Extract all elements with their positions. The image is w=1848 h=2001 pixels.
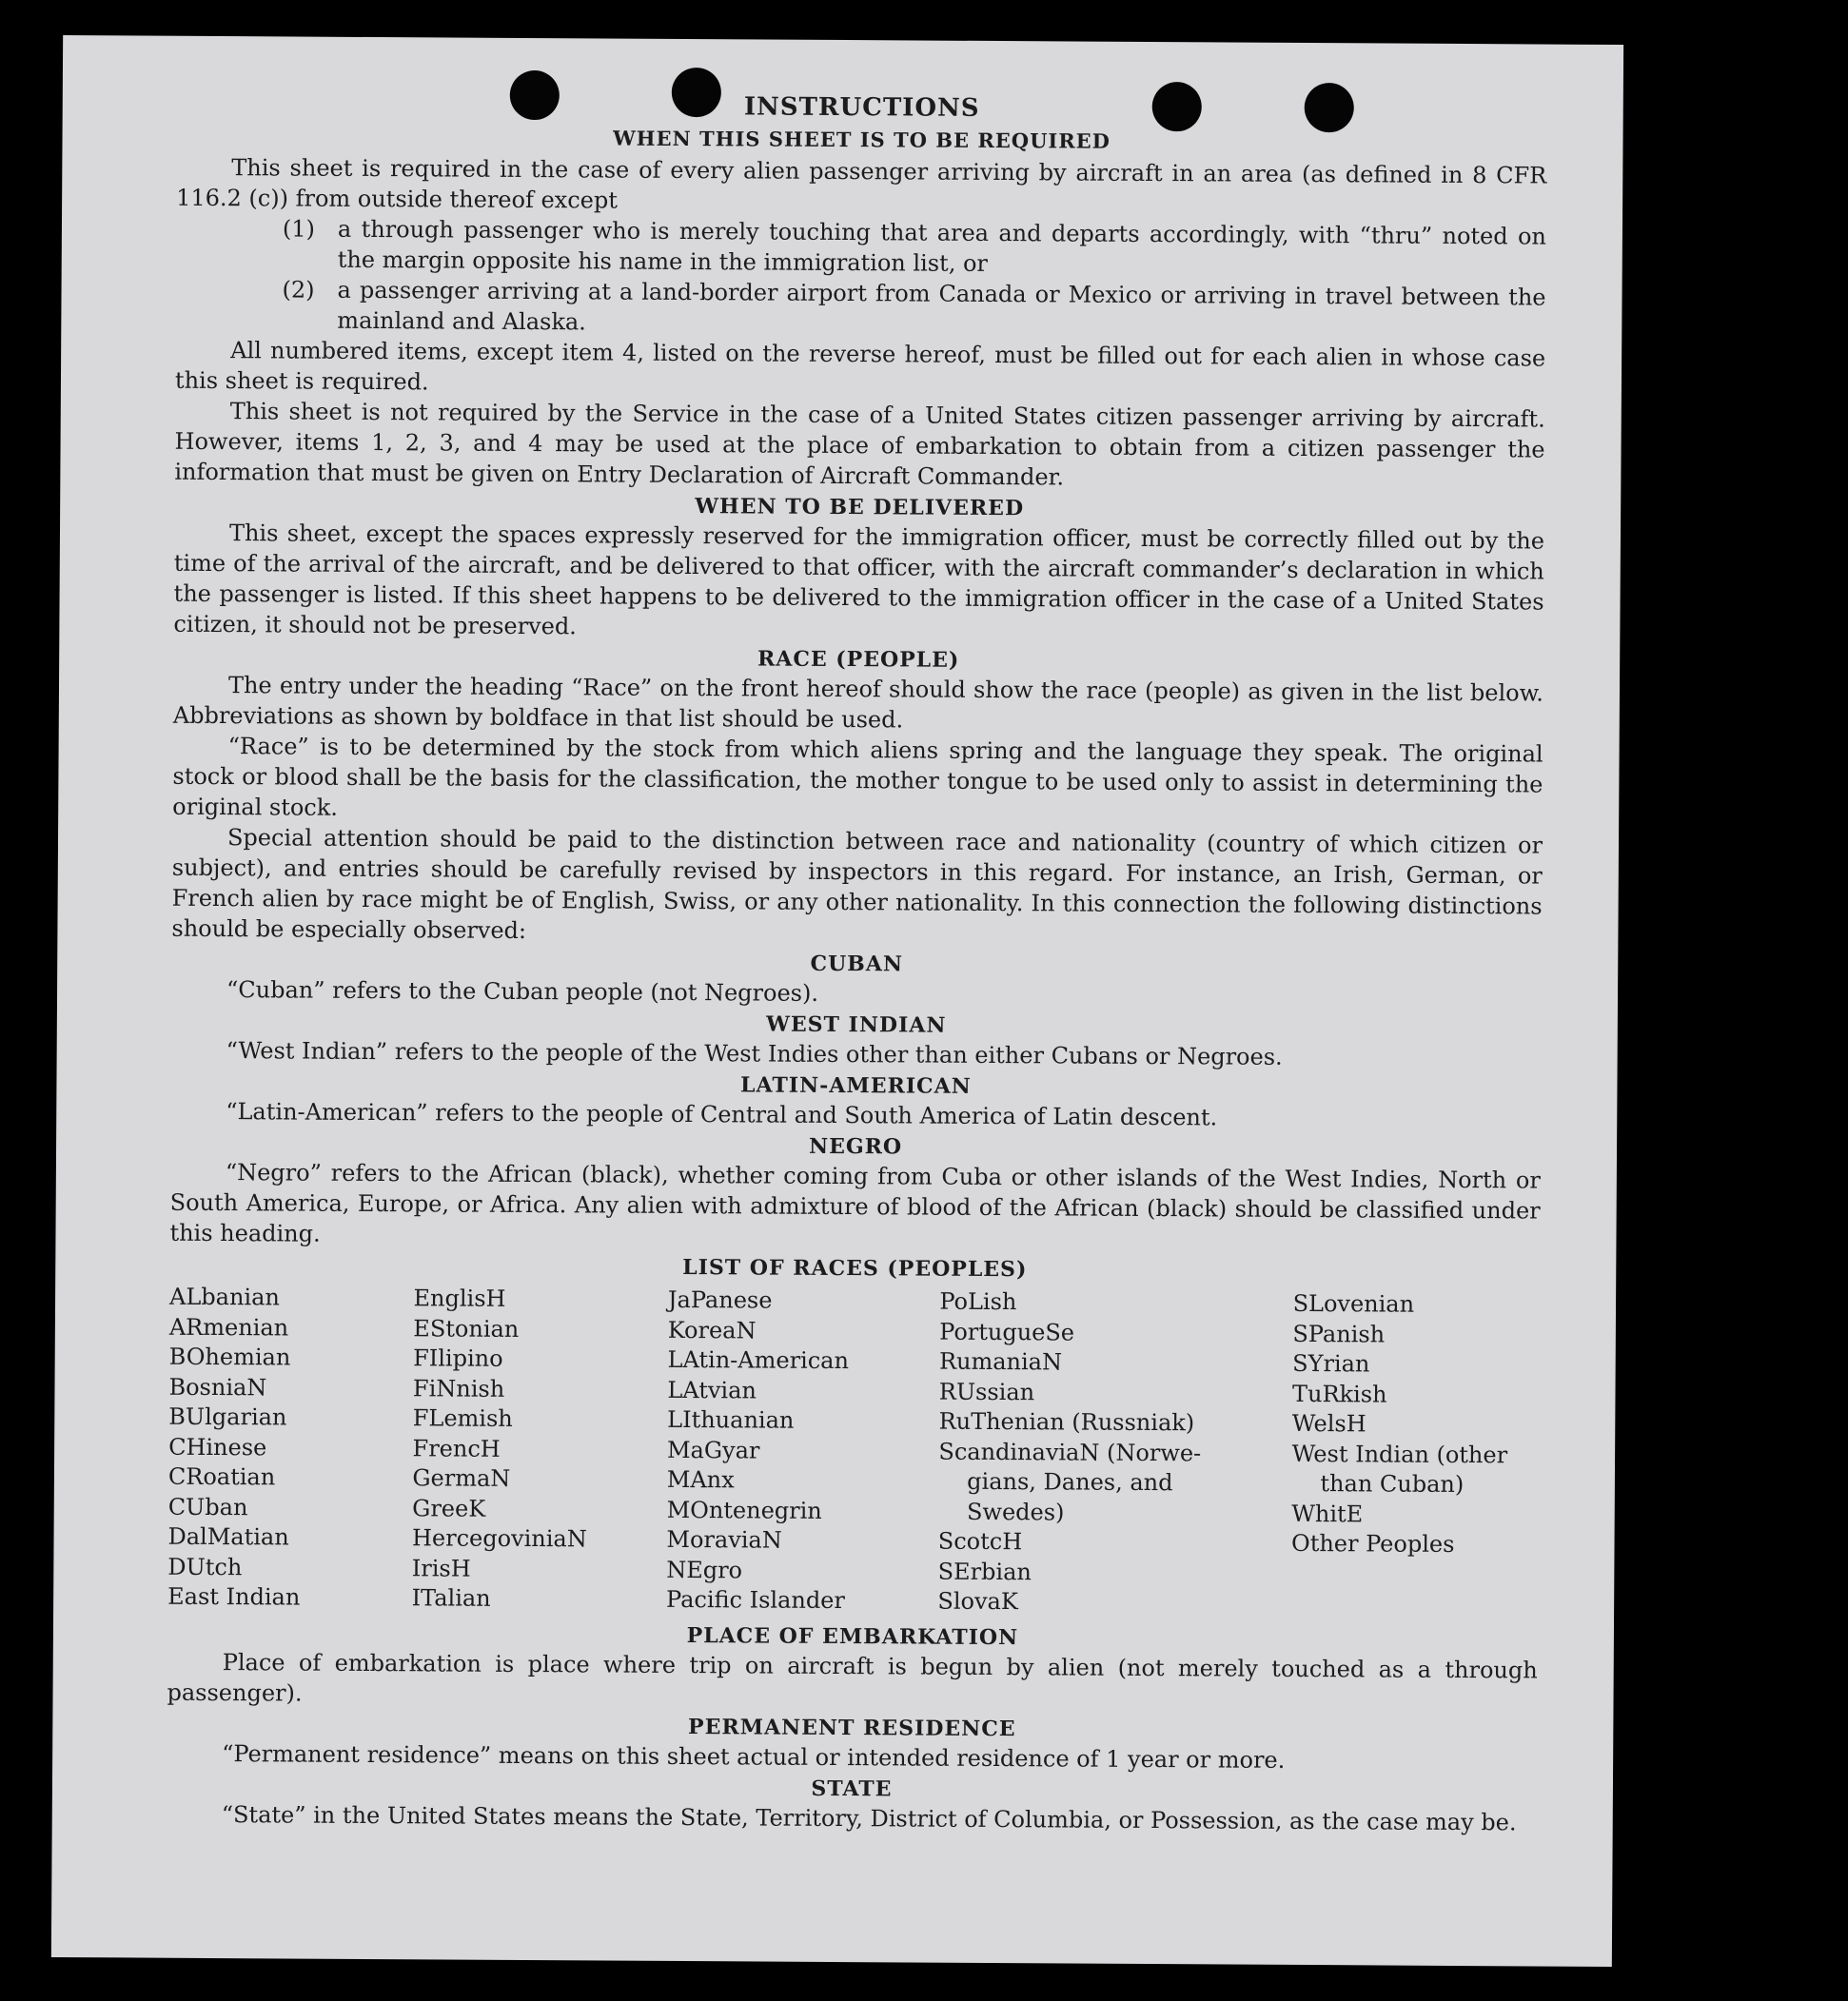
race-entry: MAnx	[666, 1465, 735, 1494]
race-entry: LAtvian	[667, 1376, 757, 1403]
race-entry: HercegoviniaN	[411, 1524, 587, 1553]
race-entry-continuation: Swedes)	[966, 1498, 1065, 1525]
section-heading-cuban: CUBAN	[810, 951, 904, 977]
race-entry: ScotcH	[937, 1527, 1023, 1556]
race-entry: JaPanese	[667, 1285, 773, 1314]
race-entry: Other Peoples	[1290, 1529, 1455, 1558]
document-page	[51, 35, 1623, 1967]
race-entry: EnglisH	[413, 1285, 506, 1312]
instructions-content	[167, 86, 1547, 1837]
exceptions-list	[282, 213, 1546, 343]
race-entry: East Indian	[167, 1582, 301, 1611]
races-list	[167, 1283, 1540, 1620]
races-column	[1291, 1289, 1541, 1620]
race-entry: West Indian (other	[1291, 1440, 1508, 1468]
race-entry: BOhemian	[168, 1343, 291, 1371]
race-entry: SLovenian	[1292, 1289, 1415, 1318]
race-entry: FIlipino	[413, 1344, 503, 1372]
residence-text: “Permanent residence” means on this sheet actual or intended residence of 1 year or more.	[222, 1739, 1286, 1774]
race-entry: CHinese	[168, 1433, 267, 1461]
race-entry: RuThenian (Russniak)	[938, 1407, 1195, 1437]
race-entry-continuation: than Cuban)	[1320, 1470, 1465, 1499]
race-entry: GermaN	[412, 1464, 511, 1492]
race-entry: NEgro	[666, 1556, 743, 1583]
race-entry: MaGyar	[666, 1436, 760, 1464]
race-entry: CUban	[167, 1493, 248, 1520]
state-text: “State” in the United States means the State, Territory, District of Columbia, or Possession, as the case may be.	[221, 1800, 1517, 1835]
negro-text: “Negro” refers to the African (black), whether coming from Cuba or other islands of the West Indies, North or South America, Europe, or Africa. Any alien with admixture of blood of the African (black) should be classified under this heading.	[169, 1159, 1541, 1247]
embarkation-text: Place of embarkation is place where trip on aircraft is begun by alien (not merely touched as a through passenger).	[167, 1648, 1538, 1707]
required-intro: This sheet is required in the case of every alien passenger arriving by aircraft in an area (as defined in 8 CFR 116.2 (c)) from outside thereof except	[176, 154, 1547, 214]
race-entry: RUssian	[938, 1378, 1035, 1405]
delivered-text: This sheet, except the spaces expressly reserved for the immigration officer, must be correctly filled out by the time of the arrival of the aircraft, and be delivered to that officer, with the aircraft commander’s declaration in which the passenger is listed. If this sheet happens to be delivered to the immigration officer in the case of a United States citizen, it should not be preserved.	[173, 520, 1545, 640]
section-heading-west-indian: WEST INDIAN	[766, 1011, 947, 1038]
race-entry: ITalian	[411, 1584, 491, 1612]
race-entry: MoraviaN	[666, 1525, 782, 1554]
race-entry-continuation: gians, Danes, and	[967, 1467, 1173, 1497]
races-column	[666, 1285, 940, 1617]
races-column	[412, 1284, 669, 1615]
section-heading-race: RACE (PEOPLE)	[757, 646, 960, 673]
race-paragraph-1: The entry under the heading “Race” on the front hereof should show the race (people) as given in the list below. Abbreviations as shown by boldface in that list should be used.	[172, 672, 1544, 734]
race-entry: LIthuanian	[667, 1405, 795, 1434]
race-entry: ARmenian	[168, 1313, 289, 1341]
race-entry: WelsH	[1291, 1409, 1366, 1438]
race-entry: PoLish	[939, 1287, 1017, 1316]
race-entry: KoreaN	[667, 1316, 757, 1344]
section-heading-required: WHEN THIS SHEET IS TO BE REQUIRED	[613, 126, 1111, 153]
section-heading-latin-american: LATIN-AMERICAN	[740, 1072, 972, 1099]
race-entry: DalMatian	[167, 1522, 289, 1551]
race-entry: LAtin-American	[667, 1345, 850, 1375]
race-entry: MOntenegrin	[666, 1496, 822, 1524]
section-heading-delivered: WHEN TO BE DELIVERED	[695, 494, 1025, 521]
section-heading-state: STATE	[811, 1775, 893, 1801]
race-entry: SlovaK	[937, 1587, 1018, 1616]
race-entry: ALbanian	[169, 1283, 281, 1311]
latin-american-text: “Latin-American” refers to the people of Central and South America of Latin descent.	[226, 1098, 1218, 1131]
race-entry: WhitE	[1291, 1500, 1364, 1527]
section-heading-embarkation: PLACE OF EMBARKATION	[686, 1622, 1019, 1650]
race-entry: SYrian	[1292, 1349, 1370, 1378]
races-column	[937, 1287, 1292, 1619]
required-paragraph-3: This sheet is not required by the Service in the case of a United States citizen passenger arriving by aircraft. However, items 1, 2, 3, and 4 may be used at the place of embarkation to obtain from a citizen passenger the information that must be given on Entry Declaration of Aircraft Commander.	[174, 398, 1545, 491]
west-indian-text: “West Indian” refers to the people of the West Indies other than either Cubans or Negroes.	[226, 1037, 1283, 1070]
section-heading-races-list: LIST OF RACES (PEOPLES)	[682, 1255, 1028, 1283]
race-entry: TuRkish	[1291, 1380, 1387, 1408]
section-heading-residence: PERMANENT RESIDENCE	[688, 1714, 1016, 1741]
race-entry: BUlgarian	[168, 1403, 287, 1431]
race-entry: EStonian	[413, 1314, 520, 1343]
race-entry: BosniaN	[168, 1373, 267, 1401]
race-entry: CRoatian	[167, 1462, 276, 1491]
race-entry: FLemish	[412, 1404, 513, 1432]
race-paragraph-3: Special attention should be paid to the distinction between race and nationality (country of which citizen or subject), and entries should be carefully revised by inspectors in this regard. For instance, an Irish, German, or French alien by race might be of English, Swiss, or any other nationality. In this connection the following distinctions should be especially observed:	[171, 824, 1543, 945]
races-column	[167, 1283, 414, 1614]
race-entry: SErbian	[937, 1558, 1032, 1585]
race-entry: PortugueSe	[939, 1318, 1075, 1346]
race-entry: FrencH	[412, 1434, 501, 1462]
race-entry: GreeK	[412, 1494, 486, 1522]
required-paragraph-2: All numbered items, except item 4, listed on the reverse hereof, must be filled out for each alien in whose case this sheet is required.	[174, 337, 1546, 396]
race-entry: ScandinaviaN (Norwe-	[938, 1438, 1202, 1466]
exception-item: (1) a through passenger who is merely touching that area and departs accordingly, with “thru” noted on the margin opposite his name in the immigration list, or	[282, 215, 1547, 277]
cuban-text: “Cuban” refers to the Cuban people (not Negroes).	[226, 976, 819, 1007]
race-entry: DUtch	[167, 1553, 243, 1580]
race-entry: RumaniaN	[938, 1347, 1063, 1376]
exception-item: (2) a passenger arriving at a land-border airport from Canada or Mexico or arriving in travel between the mainland and Alaska.	[282, 276, 1546, 336]
race-paragraph-2: “Race” is to be determined by the stock from which aliens spring and the language they speak. The original stock or blood shall be the basis for the classification, the mother tongue to be used only to assist in determining the original stock.	[172, 733, 1543, 821]
race-entry: FiNnish	[412, 1374, 505, 1403]
race-entry: Pacific Islander	[665, 1585, 846, 1615]
section-heading-negro: NEGRO	[808, 1133, 903, 1160]
page-title: INSTRUCTIONS	[743, 92, 980, 123]
race-entry: IrisH	[411, 1554, 471, 1582]
race-entry: SPanish	[1292, 1320, 1386, 1348]
